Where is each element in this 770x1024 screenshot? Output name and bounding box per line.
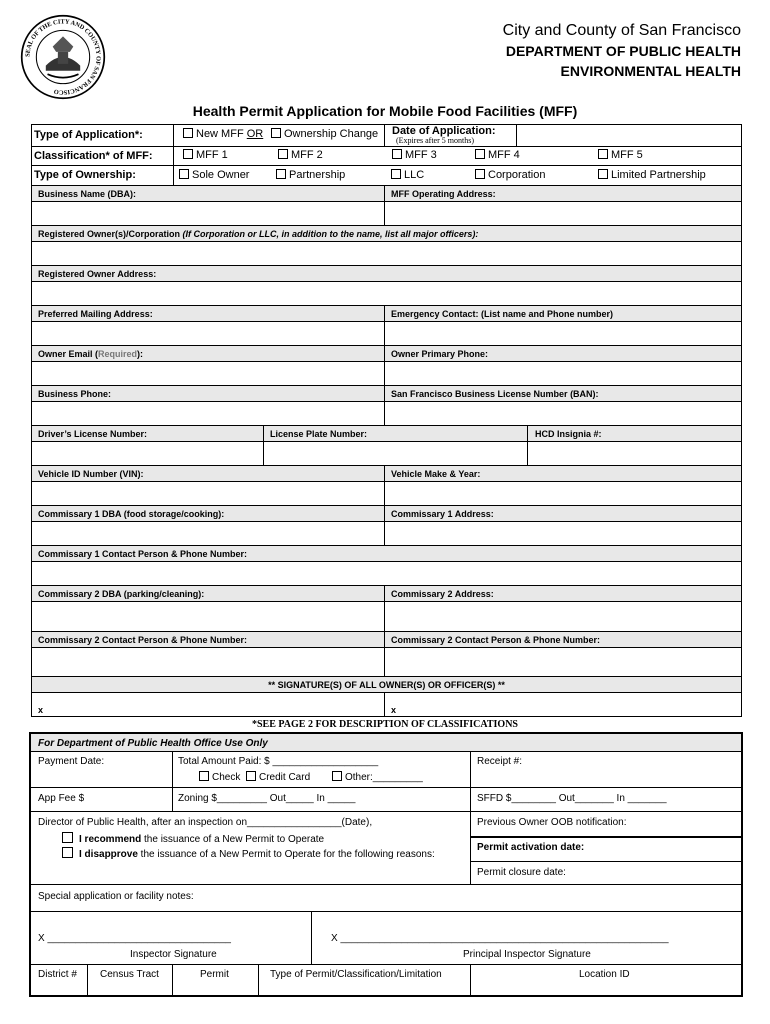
principal-signature-label: Principal Inspector Signature bbox=[463, 949, 591, 960]
checkbox-icon bbox=[179, 169, 189, 179]
classification-label: Classification* of MFF: bbox=[34, 150, 153, 162]
sffd-label: SFFD $________ Out_______ In _______ bbox=[477, 793, 667, 804]
operating-address-label: MFF Operating Address: bbox=[391, 189, 496, 199]
special-notes-label: Special application or facility notes: bbox=[38, 891, 194, 902]
checkbox-icon bbox=[475, 169, 485, 179]
office-use-heading: For Department of Public Health Office Use Only bbox=[38, 738, 268, 749]
checkbox-icon bbox=[332, 771, 342, 781]
emergency-contact-input[interactable] bbox=[385, 322, 741, 345]
comm1-contact-label: Commissary 1 Contact Person & Phone Number: bbox=[38, 549, 248, 559]
col-location-id: Location ID bbox=[579, 969, 630, 980]
receipt-label: Receipt #: bbox=[477, 756, 523, 767]
make-year-label: Vehicle Make & Year: bbox=[391, 469, 481, 479]
header-division: ENVIRONMENTAL HEALTH bbox=[560, 63, 741, 79]
date-expires-note: (Expires after 5 months) bbox=[396, 136, 474, 145]
mailing-address-label: Preferred Mailing Address: bbox=[38, 309, 153, 319]
comm2-address-label: Commissary 2 Address: bbox=[391, 589, 494, 599]
app-fee-label: App Fee $ bbox=[38, 793, 85, 804]
comm1-dba-input[interactable] bbox=[32, 522, 384, 545]
checkbox-icon bbox=[62, 832, 73, 843]
checkbox-icon bbox=[598, 149, 608, 159]
application-type-label: Type of Application*: bbox=[34, 129, 143, 141]
comm2-contact-right-label: Commissary 2 Contact Person & Phone Number: bbox=[391, 635, 601, 645]
owner-address-input[interactable] bbox=[32, 282, 741, 305]
business-phone-label: Business Phone: bbox=[38, 389, 112, 399]
date-of-application-field[interactable] bbox=[518, 126, 740, 145]
signature-heading: ** SIGNATURE(S) OF ALL OWNER(S) OR OFFICER(S) ** bbox=[268, 680, 505, 690]
owner-address-label: Registered Owner Address: bbox=[38, 269, 157, 279]
class-mff3-option[interactable]: MFF 3 bbox=[392, 149, 437, 162]
hcd-insignia-input[interactable] bbox=[528, 442, 741, 465]
inspector-signature-line[interactable]: X _________________________________ bbox=[38, 933, 231, 944]
previous-owner-label: Previous Owner OOB notification: bbox=[477, 817, 627, 828]
class-mff5-option[interactable]: MFF 5 bbox=[598, 149, 643, 162]
comm2-address-input[interactable] bbox=[385, 602, 741, 631]
ownership-label: Type of Ownership: bbox=[34, 169, 136, 181]
pay-card-option[interactable]: Credit Card bbox=[246, 771, 310, 784]
col-census-tract: Census Tract bbox=[100, 969, 159, 980]
comm2-dba-label: Commissary 2 DBA (parking/cleaning): bbox=[38, 589, 205, 599]
see-page-note: *SEE PAGE 2 FOR DESCRIPTION OF CLASSIFICATIONS bbox=[252, 719, 518, 730]
inspector-signature-label: Inspector Signature bbox=[130, 949, 217, 960]
comm1-address-input[interactable] bbox=[385, 522, 741, 545]
registered-owners-label: Registered Owner(s)/Corporation (If Corporation or LLC, in addition to the name, list all major officers): bbox=[38, 229, 479, 239]
owner-signature-field-1[interactable] bbox=[32, 693, 384, 716]
checkbox-icon bbox=[183, 128, 193, 138]
col-permit: Permit bbox=[200, 969, 229, 980]
disapprove-option[interactable]: I disapprove the issuance of a New Permit to Operate for the following reasons: bbox=[62, 847, 435, 861]
checkbox-icon bbox=[62, 847, 73, 858]
director-statement: Director of Public Health, after an inspection on_________________(Date), bbox=[38, 817, 373, 828]
comm2-contact-right-input[interactable] bbox=[385, 648, 741, 676]
ban-label: San Francisco Business License Number (BAN): bbox=[391, 389, 599, 399]
signature-left-mark: x bbox=[38, 705, 44, 715]
own-corporation-option[interactable]: Corporation bbox=[475, 169, 545, 182]
date-of-application-label: Date of Application: bbox=[392, 125, 496, 137]
principal-signature-line[interactable]: X ___________________________________________________________ bbox=[331, 933, 669, 944]
total-paid-label: Total Amount Paid: $ ___________________ bbox=[178, 756, 379, 767]
checkbox-icon bbox=[183, 149, 193, 159]
col-permit-type: Type of Permit/Classification/Limitation bbox=[270, 969, 442, 980]
zoning-label: Zoning $_________ Out_____ In _____ bbox=[178, 793, 356, 804]
payment-date-label: Payment Date: bbox=[38, 756, 105, 767]
closure-date-label: Permit closure date: bbox=[477, 867, 566, 878]
form-title: Health Permit Application for Mobile Food Facilities (MFF) bbox=[192, 103, 578, 119]
recommend-option[interactable]: I recommend the issuance of a New Permit to Operate bbox=[62, 832, 324, 846]
city-seal bbox=[20, 14, 106, 100]
owner-email-label: Owner Email (Required): bbox=[38, 349, 144, 359]
header-city: City and County of San Francisco bbox=[502, 22, 741, 39]
business-name-label: Business Name (DBA): bbox=[38, 189, 137, 199]
mailing-address-input[interactable] bbox=[32, 322, 384, 345]
drivers-license-label: Driver’s License Number: bbox=[38, 429, 148, 439]
comm2-dba-input[interactable] bbox=[32, 602, 384, 631]
signature-right-mark: x bbox=[391, 705, 397, 715]
business-name-input[interactable] bbox=[32, 202, 384, 225]
vin-input[interactable] bbox=[32, 482, 384, 505]
checkbox-icon bbox=[392, 149, 402, 159]
checkbox-icon bbox=[271, 128, 281, 138]
comm2-contact-left-input[interactable] bbox=[32, 648, 384, 676]
ownership-change-option[interactable]: Ownership Change bbox=[271, 128, 378, 141]
comm1-dba-label: Commissary 1 DBA (food storage/cooking): bbox=[38, 509, 225, 519]
header-department: DEPARTMENT OF PUBLIC HEALTH bbox=[505, 43, 741, 59]
class-mff4-option[interactable]: MFF 4 bbox=[475, 149, 520, 162]
operating-address-input[interactable] bbox=[385, 202, 741, 225]
checkbox-icon bbox=[246, 771, 256, 781]
checkbox-icon bbox=[199, 771, 209, 781]
checkbox-icon bbox=[475, 149, 485, 159]
hcd-insignia-label: HCD Insignia #: bbox=[535, 429, 602, 439]
own-limited-partnership-option[interactable]: Limited Partnership bbox=[598, 169, 706, 182]
vin-label: Vehicle ID Number (VIN): bbox=[38, 469, 144, 479]
owner-signature-field-2[interactable] bbox=[385, 693, 741, 716]
business-phone-input[interactable] bbox=[32, 402, 384, 425]
checkbox-icon bbox=[598, 169, 608, 179]
new-mff-option[interactable]: New MFF OR bbox=[183, 128, 263, 141]
make-year-input[interactable] bbox=[385, 482, 741, 505]
ban-input[interactable] bbox=[385, 402, 741, 425]
comm2-contact-left-label: Commissary 2 Contact Person & Phone Number: bbox=[38, 635, 248, 645]
own-llc-option[interactable]: LLC bbox=[391, 169, 424, 182]
pay-other-option[interactable]: Other:_________ bbox=[332, 771, 423, 784]
emergency-contact-label: Emergency Contact: (List name and Phone number) bbox=[391, 309, 614, 319]
svg-text:SEAL OF THE CITY AND COUNTY OF: SEAL OF THE CITY AND COUNTY OF SAN FRANCISCO bbox=[24, 18, 102, 96]
owner-email-input[interactable] bbox=[32, 362, 384, 385]
col-district: District # bbox=[38, 969, 77, 980]
checkbox-icon bbox=[278, 149, 288, 159]
license-plate-input[interactable] bbox=[264, 442, 527, 465]
license-plate-label: License Plate Number: bbox=[270, 429, 368, 439]
checkbox-icon bbox=[276, 169, 286, 179]
registered-owners-input[interactable] bbox=[32, 242, 741, 265]
owner-phone-input[interactable] bbox=[385, 362, 741, 385]
owner-phone-label: Owner Primary Phone: bbox=[391, 349, 489, 359]
class-mff1-option[interactable]: MFF 1 bbox=[183, 149, 228, 162]
pay-check-option[interactable]: Check bbox=[199, 771, 240, 784]
checkbox-icon bbox=[391, 169, 401, 179]
comm1-address-label: Commissary 1 Address: bbox=[391, 509, 494, 519]
own-partnership-option[interactable]: Partnership bbox=[276, 169, 345, 182]
own-sole-option[interactable]: Sole Owner bbox=[179, 169, 249, 182]
activation-date-label: Permit activation date: bbox=[477, 842, 585, 853]
class-mff2-option[interactable]: MFF 2 bbox=[278, 149, 323, 162]
drivers-license-input[interactable] bbox=[32, 442, 263, 465]
comm1-contact-input[interactable] bbox=[32, 562, 741, 585]
